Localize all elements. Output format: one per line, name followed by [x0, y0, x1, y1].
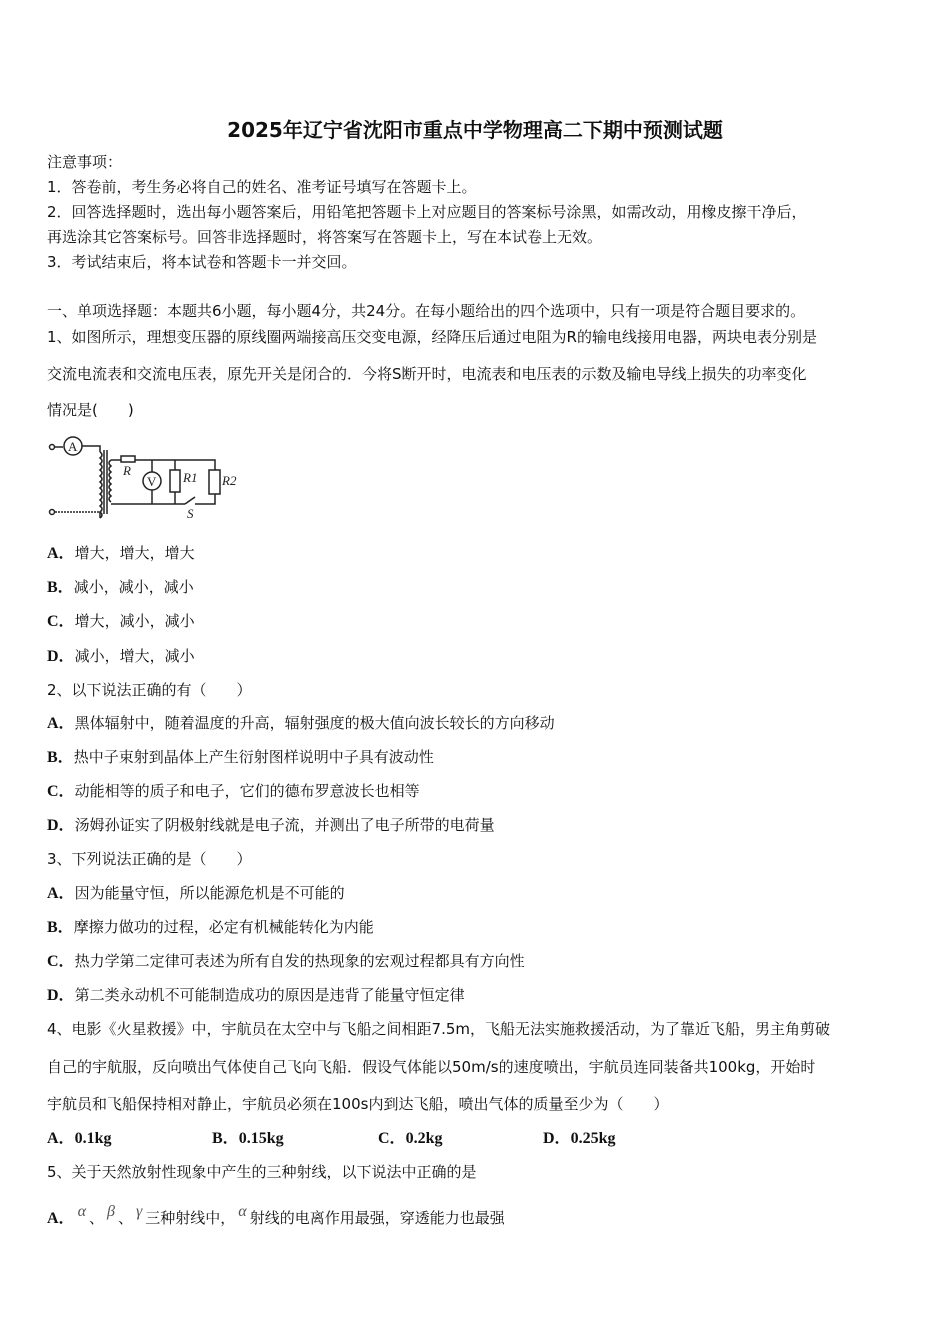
q2-stem: 2、以下说法正确的有（ ） — [47, 681, 252, 699]
q1-option-d: D．减小，增大，减小 — [47, 647, 195, 665]
q1-option-a: A．增大，增大，增大 — [47, 544, 195, 562]
q5-stem: 5、关于天然放射性现象中产生的三种射线，以下说法中正确的是 — [47, 1163, 477, 1181]
q1-stem: 情况是( ) — [47, 401, 134, 419]
q3-option-c: C．热力学第二定律可表述为所有自发的热现象的宏观过程都具有方向性 — [47, 952, 525, 970]
circuit-diagram — [45, 432, 240, 520]
q5-option-a: A． α 、 β 、 γ 三种射线中， α 射线的电离作用最强，穿透能力也最强 — [47, 1203, 505, 1227]
q4-option-b: B．0.15kg — [212, 1130, 284, 1147]
switch-icon — [185, 497, 195, 504]
q3-stem: 3、下列说法正确的是（ ） — [47, 850, 252, 868]
notice-item: 2．回答选择题时，选出每小题答案后，用铅笔把答题卡上对应题目的答案标号涂黑，如需改动，用橡皮擦干净后， — [47, 203, 807, 221]
svg-text:V: V — [147, 474, 157, 489]
q2-option-b: B．热中子束射到晶体上产生衍射图样说明中子具有波动性 — [47, 748, 434, 766]
q1-option-c: C．增大，减小，减小 — [47, 612, 195, 630]
svg-text:R: R — [123, 463, 131, 478]
svg-text:R1: R1 — [183, 470, 198, 485]
svg-text:S: S — [187, 506, 194, 520]
q4-option-d: D．0.25kg — [543, 1130, 616, 1147]
notice-item: 3．考试结束后，将本试卷和答题卡一并交回。 — [47, 253, 357, 271]
q3-option-b: B．摩擦力做功的过程，必定有机械能转化为内能 — [47, 918, 374, 936]
svg-text:A: A — [68, 439, 78, 454]
q2-option-c: C．动能相等的质子和电子，它们的德布罗意波长也相等 — [47, 782, 420, 800]
q3-option-d: D．第二类永动机不可能制造成功的原因是违背了能量守恒定律 — [47, 986, 465, 1004]
document-title: 2025年辽宁省沈阳市重点中学物理高二下期中预测试题 — [227, 118, 723, 142]
q4-option-c: C．0.2kg — [378, 1130, 443, 1147]
q1-stem: 交流电流表和交流电压表，原先开关是闭合的．今将S断开时，电流表和电压表的示数及输电导线上损失的功率变化 — [47, 365, 807, 383]
notice-item: 1．答卷前，考生务必将自己的姓名、准考证号填写在答题卡上。 — [47, 178, 477, 196]
q4-stem: 4、电影《火星救援》中，宇航员在太空中与飞船之间相距7.5m，飞船无法实施救援活动，为了靠近飞船，男主角剪破 — [47, 1020, 831, 1038]
q2-option-a: A．黑体辐射中，随着温度的升高，辐射强度的极大值向波长较长的方向移动 — [47, 714, 555, 732]
svg-text:R2: R2 — [222, 473, 237, 488]
notice-heading: 注意事项： — [47, 153, 123, 171]
q1-option-b: B．减小，减小，减小 — [47, 578, 194, 596]
q3-option-a: A．因为能量守恒，所以能源危机是不可能的 — [47, 884, 345, 902]
q1-stem: 1、如图所示，理想变压器的原线圈两端接高压交变电源，经降压后通过电阻为R的输电线接用电器，两块电表分别是 — [47, 328, 817, 346]
q4-stem: 自己的宇航服，反向喷出气体使自己飞向飞船．假设气体能以50m/s的速度喷出，宇航员连同装备共100kg，开始时 — [47, 1058, 816, 1076]
q4-option-a: A．0.1kg — [47, 1130, 112, 1147]
q4-stem: 宇航员和飞船保持相对静止，宇航员必须在100s内到达飞船，喷出气体的质量至少为（ ） — [47, 1095, 669, 1113]
q2-option-d: D．汤姆孙证实了阴极射线就是电子流，并测出了电子所带的电荷量 — [47, 816, 495, 834]
notice-item: 再选涂其它答案标号。回答非选择题时，将答案写在答题卡上，写在本试卷上无效。 — [47, 228, 603, 246]
section-heading: 一、单项选择题：本题共6小题，每小题4分，共24分。在每小题给出的四个选项中，只有一项是符合题目要求的。 — [47, 302, 806, 320]
